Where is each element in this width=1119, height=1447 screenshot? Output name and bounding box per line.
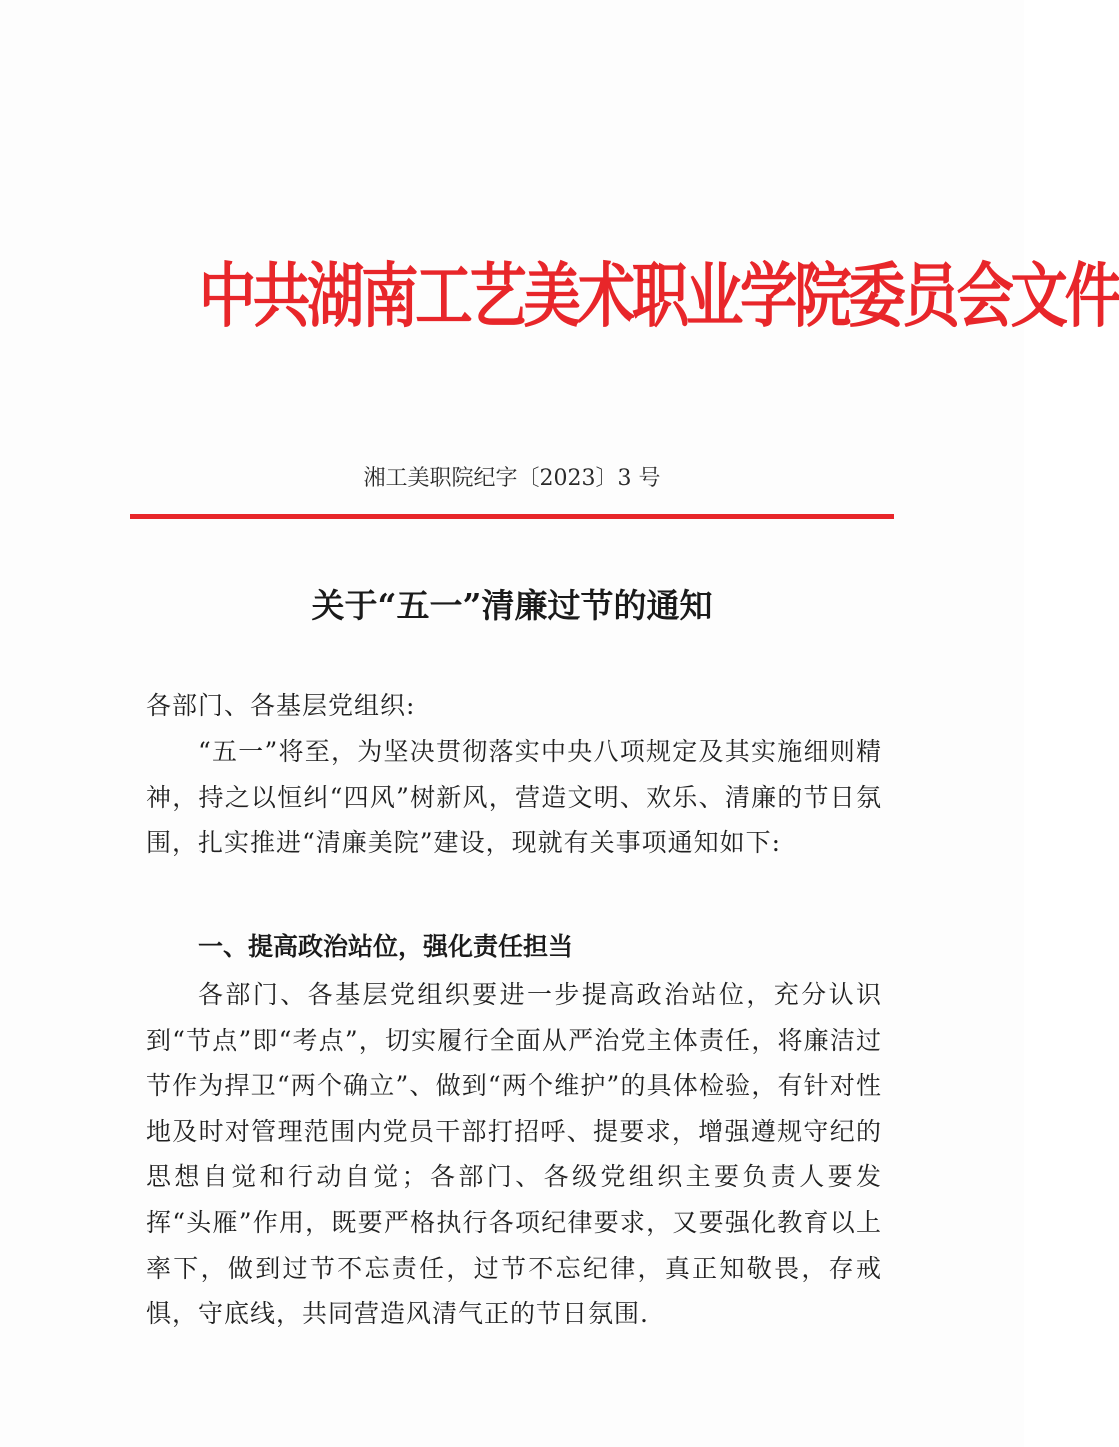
notice-title: 关于“五一”清廉过节的通知: [311, 586, 713, 625]
red-divider-line: [130, 514, 894, 519]
paragraph-intro: “五一”将至，为坚决贯彻落实中央八项规定及其实施细则精神，持之以恒纠“四风”树新风，营造文明、欢乐、清廉的节日氛围，扎实推进“清廉美院”建设，现就有关事项通知如下:: [146, 737, 882, 858]
paragraph-section-1: 各部门、各基层党组织要进一步提高政治站位，充分认识到“节点”即“考点”，切实履行全面从严治党主体责任，将廉洁过节作为捍卫“两个确立”、做到“两个维护”的具体检验，有针对性地及时对管理范围内党员干部打招呼、提要求，增强遵规守纪的思想自觉和行动自觉；各部门、各级党组织主要负责人要发挥“头雁”作用，既要严格执行各项纪律要求，又要强化教育以上率下，做到过节不忘责任，过节不忘纪律，真正知敬畏，存戒惧，守底线，共同营造风清气正的节日氛围.: [146, 980, 882, 1329]
issuer-header-title: 中共湖南工艺美术职业学院委员会文件: [198, 254, 1119, 337]
section-1-heading: 一、提高政治站位，强化责任担当: [198, 932, 574, 961]
salutation: 各部门、各基层党组织:: [146, 691, 416, 720]
document-number: 湘工美职院纪字〔2023〕3 号: [363, 466, 661, 491]
